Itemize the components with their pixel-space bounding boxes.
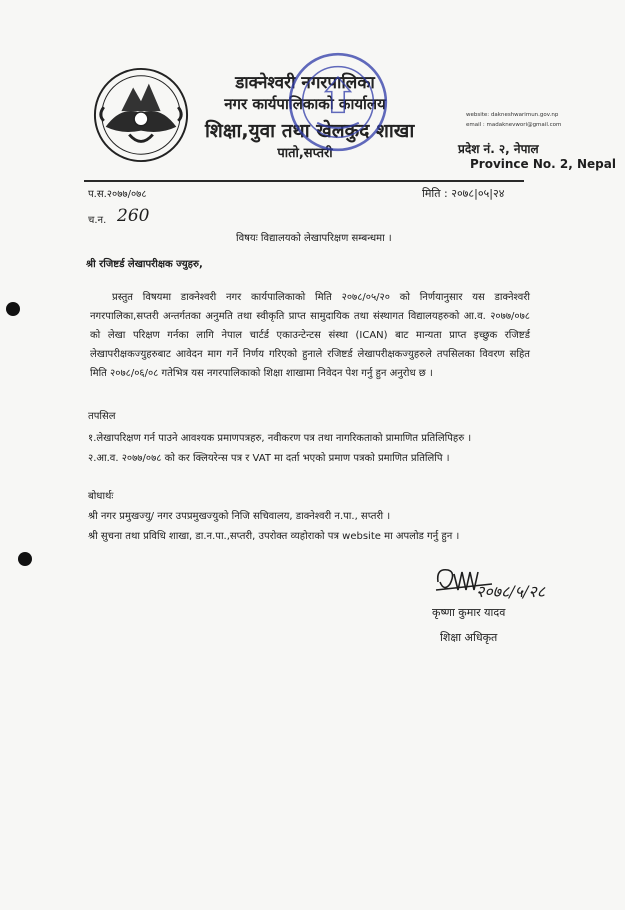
signatory-title: शिक्षा अधिकृत (440, 631, 498, 644)
body-paragraph (90, 288, 530, 383)
salutation: श्री रजिष्टर्ड लेखापरीक्षक ज्युहरु, (86, 259, 203, 270)
cc-item: श्री नगर प्रमुखज्यु/ नगर उपप्रमुखज्युको निजि सचिवालय, डाक्नेश्वरी न.पा., सप्तरी । (88, 511, 391, 522)
email-text: email : madaknevwori@gmail.com (466, 122, 562, 128)
province-en: Province No. 2, Nepal (470, 157, 616, 171)
tapsil-heading: तपसिल (88, 411, 116, 422)
reference-number: प.स.२०७७/०७८ (88, 189, 147, 200)
cc-item: श्री सुचना तथा प्रविधि शाखा, डा.न.पा.,सप्तरी, उपरोक्त व्यहोराको पत्र website मा अपलोड गर्नु हुन । (88, 531, 460, 542)
office-name: नगर कार्यपालिकाको कार्यालय (224, 95, 386, 113)
office-address: पातो,सप्तरी (277, 146, 333, 161)
cc-heading: बोधार्थः (88, 491, 114, 502)
signature-date: २०७८/५/२८ (476, 582, 546, 601)
letter-subject: विषयः विद्यालयको लेखापरिक्षण सम्बन्धमा । (236, 233, 392, 244)
body-text: प्रस्तुत विषयमा डाक्नेश्वरी नगर कार्यपालिकाको मिति २०७८/०५/२० को निर्णयानुसार यस डाक्नेश्वरी नगरपालिका,सप्तरी अन्तर्गतका अनुमति तथा स्वीकृति प्राप्त सामुदायिक तथा संस्थागत विद्यालयहरुको आ.व. २०७७/०७८ को लेखा परिक्षण गर्नका लागि नेपाल चार्टर्ड एकाउन्टेन्टस संस्था (ICAN) बाट मान्यता प्राप्त इच्छुक रजिष्टर्ड लेखापरीक्षकज्युहरुबाट आवेदन माग गर्ने निर्णय गरिएको हुनाले रजिष्टर्ड लेखापरीक्षकज्युहरुले तपसिलका विवरण सहित मिति २०७८/०६/०८ गतेभित्र यस नगरपालिकाको शिक्षा शाखामा निवेदन पेश गर्नु हुन अनुरोध छ । (90, 292, 530, 379)
municipality-name: डाक्नेश्वरी नगरपालिका (235, 73, 375, 93)
letter-date: मिति : २०७८|०५|२४ (422, 187, 505, 200)
website-text: website: dakneshwarimun.gov.np (466, 112, 559, 118)
signatory-name: कृष्णा कुमार यादव (432, 606, 506, 619)
office-stamp (286, 50, 390, 154)
dispatch-prefix: च.न. (88, 215, 107, 226)
dispatch-number: 260 (117, 206, 150, 226)
punch-hole (6, 302, 20, 316)
nepal-government-emblem-logo (92, 66, 190, 164)
header-divider (84, 180, 524, 182)
tapsil-item: २.आ.व. २०७७/०७८ को कर क्लियरेन्स पत्र र VAT मा दर्ता भएको प्रमाण पत्रको प्रमाणित प्रतिलिपि । (88, 453, 450, 464)
province-np: प्रदेश नं. २, नेपाल (458, 142, 539, 156)
section-name: शिक्षा,युवा तथा खेलकुद शाखा (205, 120, 415, 142)
tapsil-item: १.लेखापरिक्षण गर्न पाउने आवश्यक प्रमाणपत्रहरु, नवीकरण पत्र तथा नागरिकताको प्रामाणित प्रतिलिपिहरु । (88, 433, 472, 444)
punch-hole (18, 552, 32, 566)
